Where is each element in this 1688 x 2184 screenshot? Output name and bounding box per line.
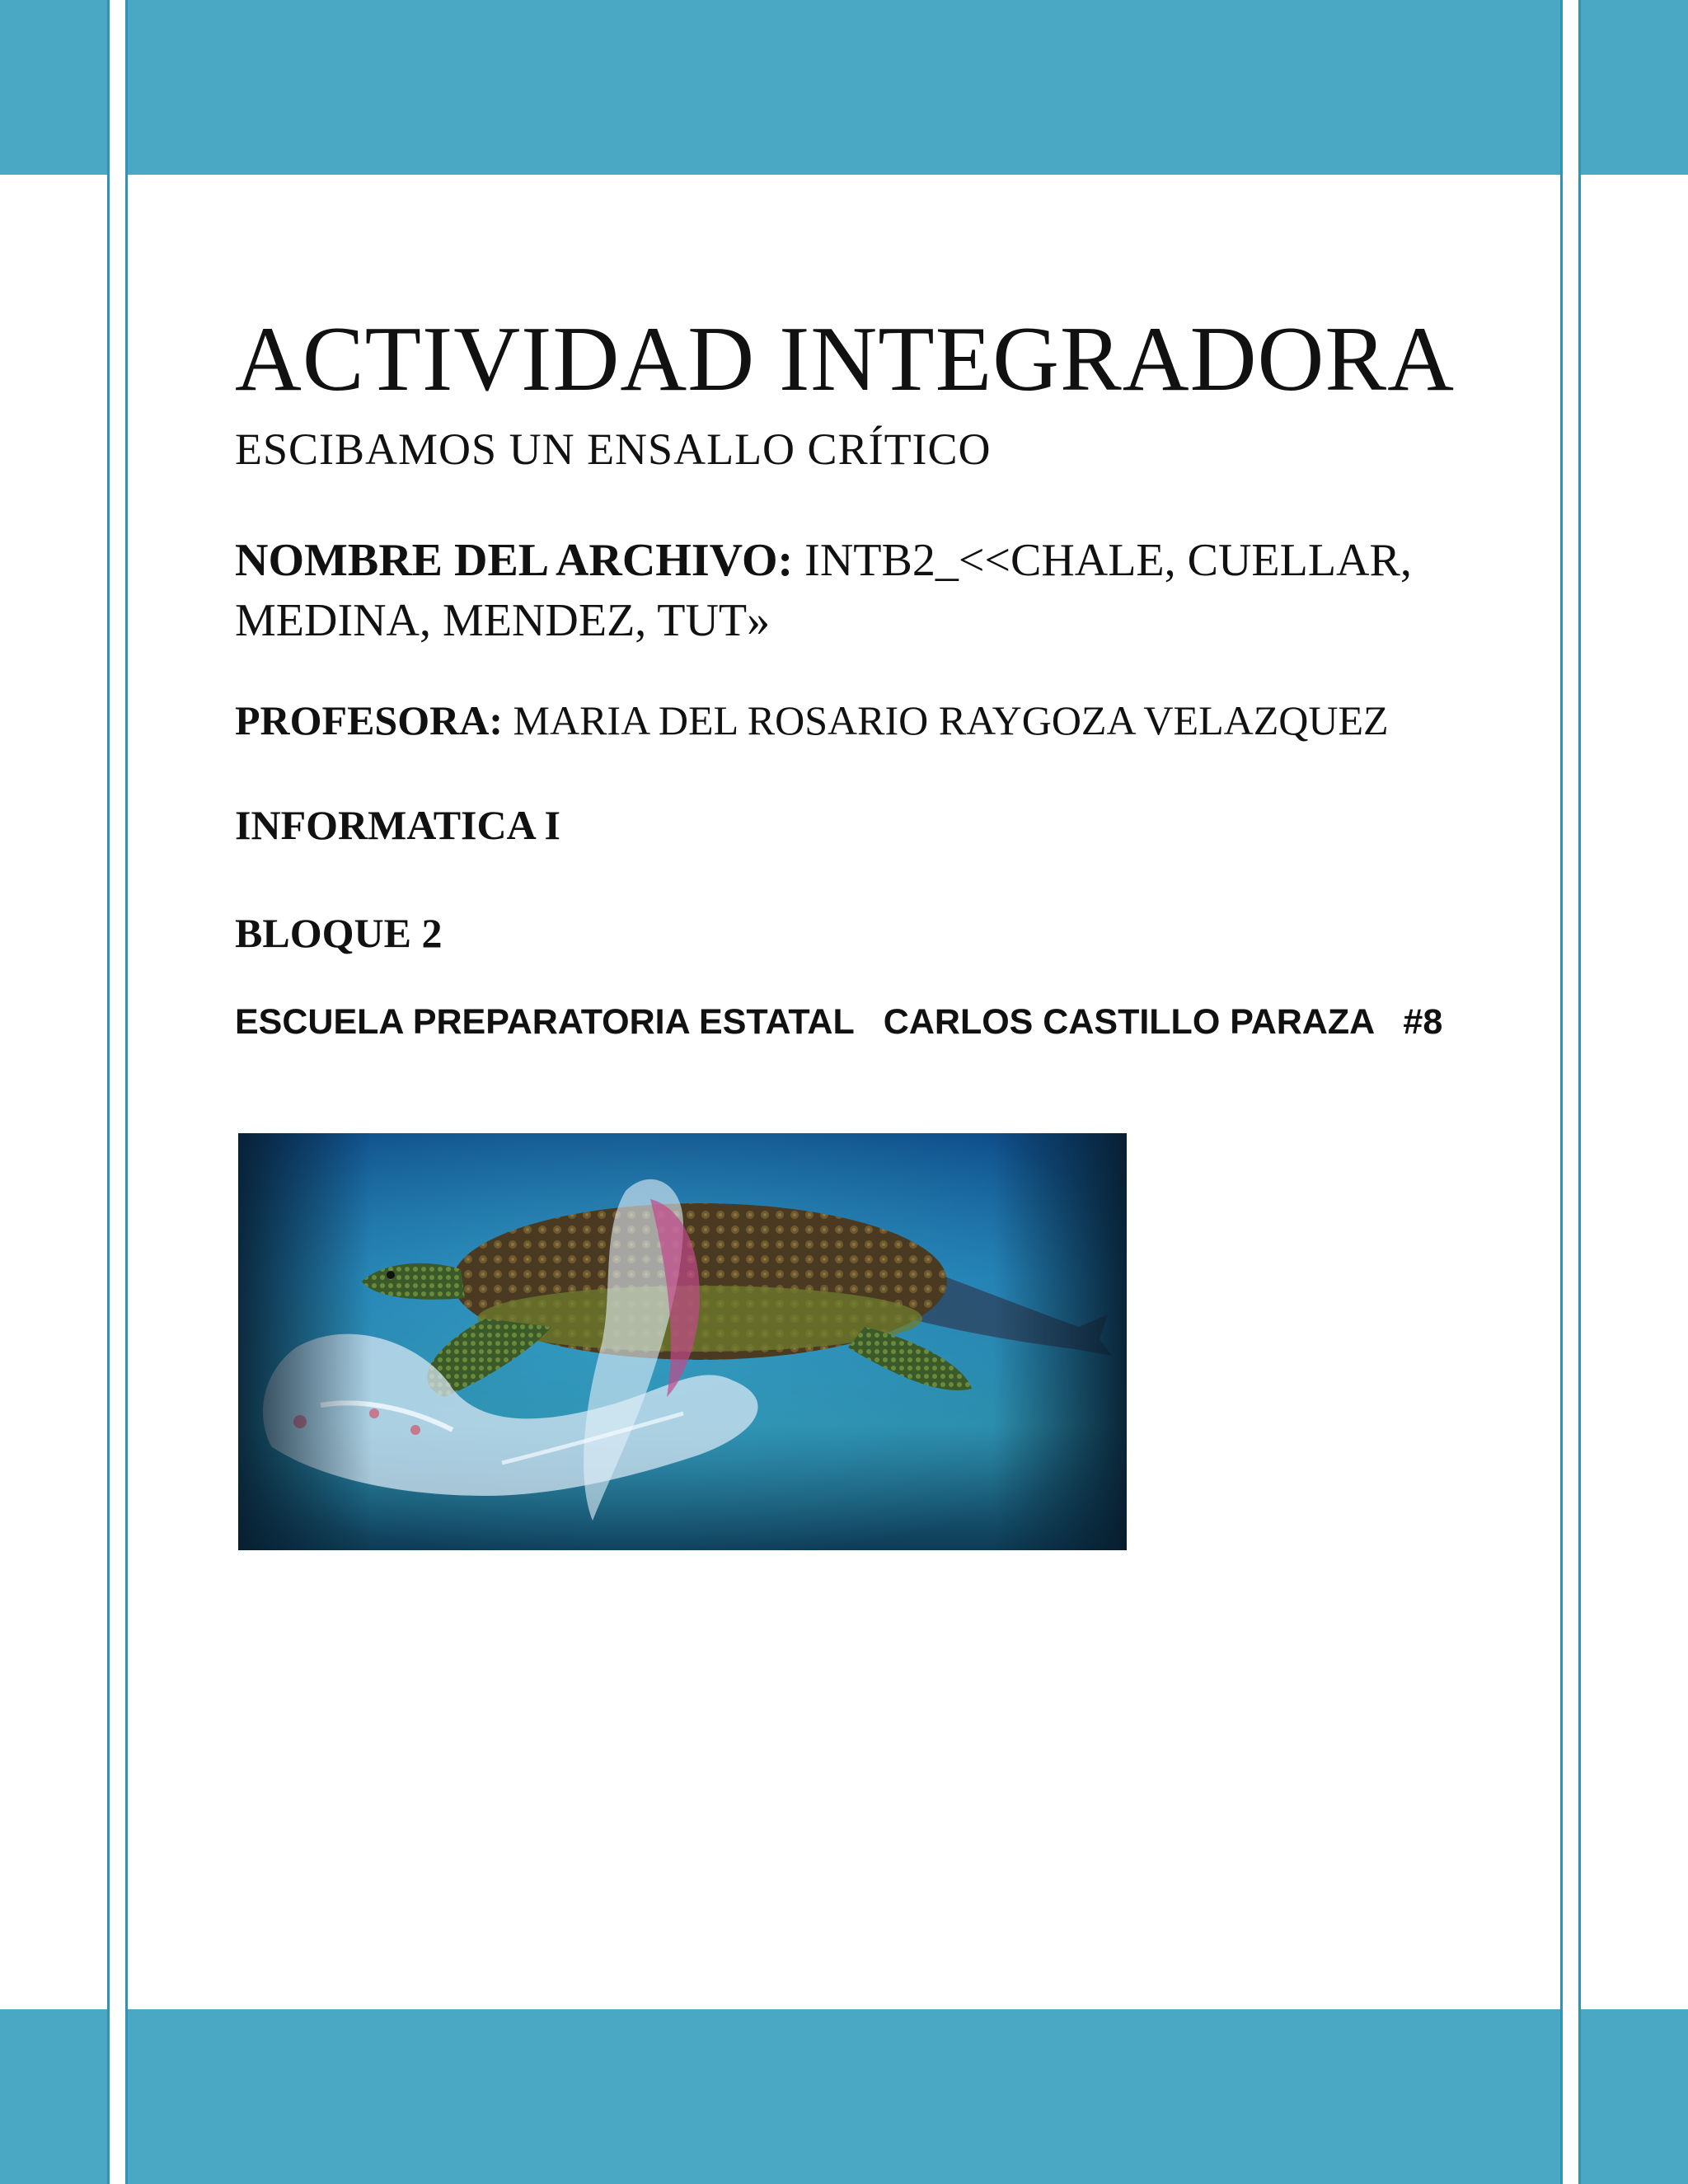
top-band-right: [1581, 0, 1688, 175]
block: BLOQUE 2: [235, 909, 443, 956]
frame-line-right-outer: [1578, 0, 1581, 2184]
teacher-label: PROFESORA:: [235, 696, 503, 743]
bottom-band-right: [1581, 2009, 1688, 2184]
teacher-field: [235, 694, 1521, 748]
document-subtitle: ESCIBAMOS UN ENSALLO CRÍTICO: [235, 424, 992, 474]
frame-line-left-outer: [107, 0, 110, 2184]
file-name-value: INTB2_<<CHALE, CUELLAR, MEDINA, MENDEZ, TUT»: [235, 535, 1412, 646]
school-name: ESCUELA PREPARATORIA ESTATAL CARLOS CASTILLO PARAZA #8: [235, 1001, 1443, 1042]
bottom-band: [128, 2009, 1560, 2184]
sea-turtle-plastic-photo: [238, 1133, 1127, 1550]
file-name-label: NOMBRE DEL ARCHIVO:: [235, 535, 794, 586]
cover-content: [235, 308, 1521, 1045]
teacher-value: MARIA DEL ROSARIO RAYGOZA VELAZQUEZ: [503, 696, 1389, 743]
document-title: ACTIVIDAD INTEGRADORA: [235, 308, 1455, 410]
subject: INFORMATICA I: [235, 801, 560, 848]
frame-line-right-inner: [1560, 0, 1563, 2184]
top-band-left: [0, 0, 107, 175]
file-name-field: [235, 531, 1521, 651]
frame-line-left-inner: [125, 0, 128, 2184]
bottom-band-left: [0, 2009, 107, 2184]
top-band: [128, 0, 1560, 175]
